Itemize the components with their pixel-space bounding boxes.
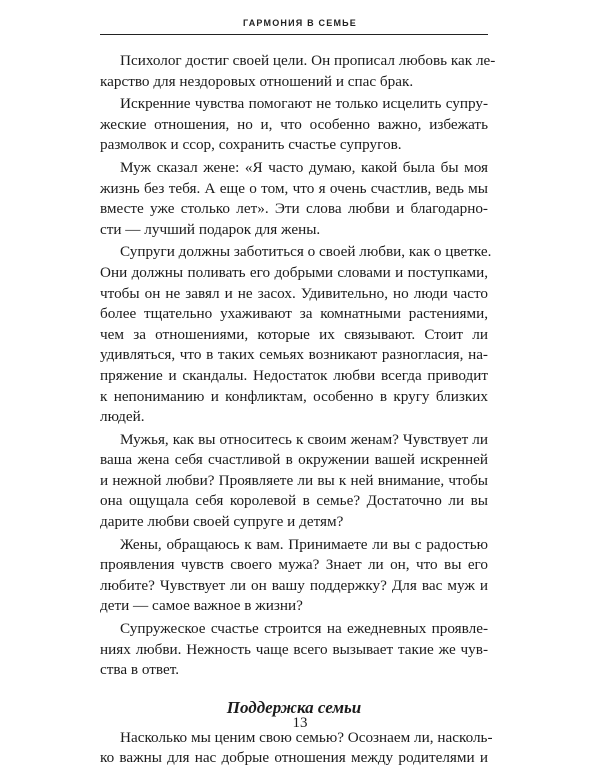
text-line: к непониманию и конфликтам, особенно в кругу близких [100,387,488,405]
text-line: Они должны поливать его добрыми словами и поступками, [100,263,488,281]
paragraph [100,158,488,240]
text-line: размолвок и ссор, сохранить счастье супругов. [100,136,402,154]
paragraph [100,430,488,533]
paragraphs-after-heading [100,728,493,769]
text-line: она ощущала себя королевой в семье? Достаточно ли вы [100,492,488,510]
text-line: Муж сказал жене: «Я часто думаю, какой была бы моя [120,158,488,176]
paragraph [100,728,493,769]
paragraph [100,619,488,681]
text-line: Мужья, как вы относитесь к своим женам? Чувствует ли [120,430,488,448]
text-line: Насколько мы ценим свою семью? Осознаем ли, насколь- [120,728,493,746]
text-line: Супружеское счастье строится на ежедневных проявле- [120,620,488,638]
text-line: вместе уже столько лет». Эти слова любви и благодарно- [100,200,488,218]
paragraph [100,242,492,427]
paragraph [100,94,488,156]
text-line: Супруги должны заботиться о своей любви, как о цветке. [120,243,492,261]
text-line: ваша жена себя счастливой в окружении вашей искренней [100,451,488,469]
paragraphs-before-heading [100,51,496,681]
text-line: пряжение и скандалы. Недостаток любви всегда приводит [100,366,488,384]
text-line: Жены, обращаюсь к вам. Принимаете ли вы с радостью [120,535,488,553]
text-line: удивляться, что в таких семьях возникают разногласия, на- [100,346,488,364]
text-line: чтобы он не завял и не засох. Удивительно, но люди часто [100,284,488,302]
text-line: жизнь без тебя. А еще о том, что я очень счастлив, ведь мы [100,179,488,197]
body-text [100,51,496,771]
text-line: Искренние чувства помогают не только исцелить супру- [120,95,488,113]
running-head: ГАРМОНИЯ В СЕМЬЕ [242,18,358,28]
text-line: ко важны для нас добрые отношения между родителями и [100,749,488,767]
text-line: ниях любви. Нежность чаще всего вызывает такие же чув- [100,640,488,658]
page-number: 13 [292,715,308,731]
text-line: карство для нездоровых отношений и спас брак. [100,72,414,90]
header-rule [100,34,488,35]
text-line: чем за отношениями, которые их связывают. Стоит ли [100,325,488,343]
text-line: людей. [100,408,145,426]
section-heading: Поддержка семьи [226,697,362,717]
text-line: любите? Чувствует ли он вашу поддержку? Для вас муж и [100,576,488,594]
text-line: дети — самое важное в жизни? [100,597,303,615]
text-line: Психолог достиг своей цели. Он прописал любовь как ле- [120,52,496,69]
text-line: проявления чувств своего мужа? Знает ли он, что вы его [100,556,488,574]
paragraph [100,535,488,617]
text-line: дарите любви своей супруге и детям? [100,513,344,531]
text-line: ства в ответ. [100,661,179,679]
text-line: сти — лучший подарок для жены. [100,220,321,238]
text-line: более тщательно ухаживают за комнатными растениями, [100,305,488,323]
text-line: жеские отношения, но и, что особенно важно, избежать [100,115,488,133]
text-line: и нежной любви? Проявляете ли вы к ней внимание, чтобы [100,471,488,489]
paragraph [100,51,496,92]
